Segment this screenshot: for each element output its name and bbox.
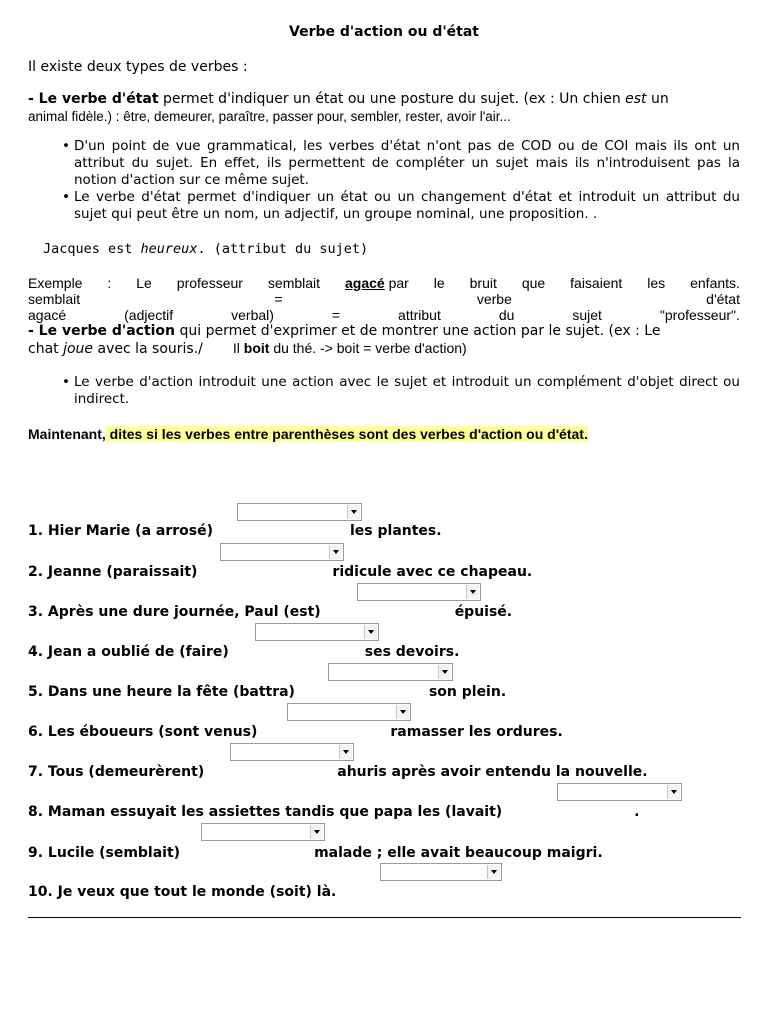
verbe-etat-text-end: un [646,91,669,107]
chevron-down-icon[interactable] [487,865,500,879]
example-word: professeur [176,275,243,291]
example-word: attribut [398,307,441,323]
code-emphasis: heureux [140,241,198,257]
chevron-down-icon[interactable] [364,625,377,639]
question-7 [28,764,648,780]
chevron-down-icon[interactable] [466,585,479,599]
chevron-down-icon[interactable] [667,785,680,799]
verbe-etat-definition [28,91,740,126]
question-4 [28,644,459,660]
action-example-text: chat [28,341,64,357]
bullet-text: Le verbe d'état permet d'indiquer un état ou un changement d'état et introduit un attribut du sujet qui peut être un nom, un adjectif, un groupe nominal, une proposition. . [74,189,740,222]
action-example-text: Il [232,340,244,356]
example-word-par: par [384,275,409,291]
chevron-down-icon[interactable] [396,705,409,719]
question-text-after: . [634,804,640,820]
example-word: faisaient [570,275,623,291]
example-word: que [521,275,546,291]
question-text: 7. Tous (demeurèrent) [28,764,205,780]
list-item [62,138,740,189]
question-6 [28,724,563,740]
question-text-after: épuisé. [454,604,513,620]
verbe-action-text: qui permet d'exprimer et de montrer une action par le sujet. (ex : Le [175,323,661,339]
list-item [62,189,740,223]
question-text-after: ahuris après avoir entendu la nouvelle. [337,764,648,780]
chevron-down-icon[interactable] [339,745,352,759]
example-code-line [43,241,740,257]
example-word: "professeur". [659,307,740,323]
verbe-action-bullets [28,374,740,408]
question-text: 1. Hier Marie (a arrosé) [28,523,213,539]
example-word: semblait [28,291,81,307]
intro-text: Il existe deux types de verbes : [28,59,248,75]
chevron-down-icon[interactable] [438,665,451,679]
question-text: 2. Jeanne (paraissait) [28,564,198,580]
question-text-after: ramasser les ordures. [390,724,563,740]
question-text: 9. Lucile (semblait) [28,845,181,861]
question-text-after: ses devoirs. [364,644,460,660]
action-example-text: du thé. -> boit = verbe d'action) [269,340,467,356]
question-text: 3. Après une dure journée, Paul (est) [28,604,321,620]
example-word-agace [345,275,409,291]
question-text: 8. Maman essuyait les assiettes tandis que papa les (lavait) [28,804,503,820]
example-word: bruit [469,275,497,291]
question-8 [28,804,640,820]
answer-select-3[interactable] [357,583,481,601]
chevron-down-icon[interactable] [347,505,360,519]
example-word: verbe [476,291,512,307]
question-3 [28,604,512,620]
bullet-text: D'un point de vue grammatical, les verbes d'état n'ont pas de COD ou de COI mais ils ont un attribut du sujet. En effet, ils permettent de compléter un sujet mais ils n'introduisent pas la notion d'action sur ce même sujet. [74,138,740,188]
list-item [62,374,740,408]
bullet-icon: • [62,189,70,205]
example-word: semblait [267,275,321,291]
answer-select-4[interactable] [255,623,379,641]
action-example-text: avec la souris./ [93,341,203,357]
question-10 [28,884,336,900]
example-line-1 [28,275,740,291]
question-text-after: son plein. [428,684,507,700]
example-word: du [498,307,515,323]
bullet-text: Le verbe d'action introduit une action avec le sujet et introduit un complément d'objet direct ou indirect. [74,374,740,407]
verbe-etat-label: - Le verbe d'état [28,91,159,107]
verbe-etat-bullets [28,138,740,223]
bullet-icon: • [62,374,70,390]
instructions [28,426,740,442]
example-word: d'état [706,291,740,307]
example-word: = [274,291,283,307]
answer-select-5[interactable] [328,663,453,681]
question-text-after: ridicule avec ce chapeau. [332,564,533,580]
question-text-after: malade ; elle avait beaucoup maigri. [314,845,603,861]
agace-underlined: agacé [345,275,385,291]
question-text-after: les plantes. [350,523,442,539]
chevron-down-icon[interactable] [310,825,323,839]
question-5 [28,684,506,700]
action-example-verb: joue [63,341,94,357]
chevron-down-icon[interactable] [329,545,342,559]
example-word: : [107,275,112,291]
question-9 [28,845,603,861]
answer-select-8[interactable] [557,783,682,801]
code-text: Jacques est [43,241,141,257]
verbe-etat-list: animal fidèle.) : être, demeurer, paraître, passer pour, sembler, rester, avoir l'air... [28,109,511,124]
code-text-end: . (attribut du sujet) [197,241,369,257]
instructions-lead: Maintenant, [28,426,106,442]
verbe-etat-text: permet d'indiquer un état ou une posture du sujet. (ex : Un chien [158,91,626,107]
example-line-2 [28,291,740,307]
example-word: le [433,275,445,291]
bottom-divider [28,917,741,918]
example-word: verbal) [231,307,274,323]
verbe-etat-example-verb: est [625,91,647,107]
question-1 [28,523,442,539]
answer-select-7[interactable] [230,743,354,761]
verbe-action-definition [28,323,740,358]
example-line-3 [28,307,740,323]
document-page [28,24,740,442]
question-text: 10. Je veux que tout le monde (soit) là. [28,884,337,900]
example-word: agacé [28,307,67,323]
question-text: 4. Jean a oublié de (faire) [28,644,229,660]
answer-select-1[interactable] [237,503,362,521]
question-2 [28,564,532,580]
example-word: = [331,307,341,323]
example-word: Exemple [28,275,83,291]
example-word: les [647,275,666,291]
example-word: Le [136,275,152,291]
example-word: sujet [572,307,602,323]
instructions-highlight: dites si les verbes entre parenthèses sont des verbes d'action ou d'état. [105,426,588,442]
answer-select-10[interactable] [380,863,502,881]
answer-select-6[interactable] [287,703,411,721]
verbe-action-label: - Le verbe d'action [28,323,176,339]
answer-select-9[interactable] [201,823,325,841]
question-text: 5. Dans une heure la fête (battra) [28,684,295,700]
answer-select-2[interactable] [220,543,344,561]
bullet-icon: • [62,138,70,154]
page-title: Verbe d'action ou d'état [289,24,479,40]
example-word: enfants. [690,275,740,291]
example-word: (adjectif [124,307,174,323]
question-text: 6. Les éboueurs (sont venus) [28,724,258,740]
action-example-bold: boit [243,340,270,356]
